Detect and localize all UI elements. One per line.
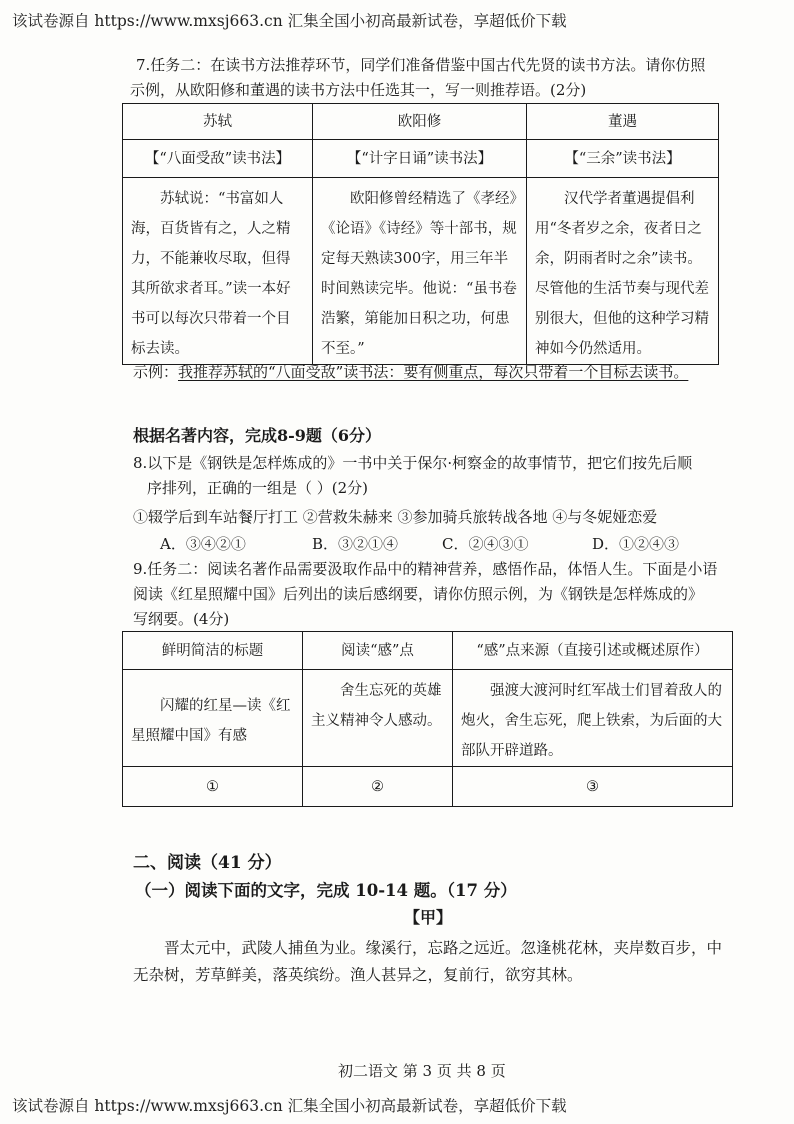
q9-line3: 写纲要。(4分) — [133, 610, 230, 628]
example-text: 我推荐苏轼的“八面受敌”读书法：要有侧重点，每次只带着一个目标去读书。 — [178, 363, 689, 381]
part2-heading: 二、阅读（41 分） — [133, 853, 282, 873]
passage-label-jia: 【甲】 — [404, 908, 453, 927]
reading-outline-table — [122, 631, 733, 807]
passage-line2: 无杂树，芳草鲜美，落英缤纷。渔人甚异之，复前行，欲穷其林。 — [133, 966, 583, 984]
q8-items: ①辍学后到车站餐厅打工 ②营救朱赫来 ③参加骑兵旅转战各地 ④与冬妮娅恋爱 — [133, 508, 658, 526]
q8-option-a: A．③④②① — [160, 535, 246, 553]
q8-line2: 序排列，正确的一组是（ ）(2分) — [147, 479, 369, 497]
q8-line1: 8.以下是《钢铁是怎样炼成的》一书中关于保尔·柯察金的故事情节，把它们按先后顺 — [133, 454, 693, 472]
q7-line1: 7.任务二：在读书方法推荐环节，同学们准备借鉴中国古代先贤的读书方法。请你仿照 — [136, 56, 706, 74]
reading-methods-table — [122, 103, 719, 365]
blank-3: ③ — [453, 767, 733, 807]
source-footer: 该试卷源自 https://www.mxsj663.cn 汇集全国小初高最新试卷，享超低价下载 — [12, 1097, 567, 1115]
desc-ouyang-xiu: 欧阳修曾经精选了《孝经》《论语》《诗经》等十部书，规定每天熟读300字，用三年半时间熟读完毕。他说：“虽书卷浩繁，第能加日积之功，何患不至。” — [313, 178, 527, 365]
name-su-shi: 苏轼 — [123, 104, 313, 140]
q7-example — [133, 360, 688, 384]
example-label: 示例： — [133, 363, 179, 381]
blank-2: ② — [303, 767, 453, 807]
passage-line1: 晋太元中，武陵人捕鱼为业。缘溪行，忘路之远近。忽逢桃花林，夹岸数百步，中 — [164, 939, 723, 957]
example-title: 闪耀的红星—读《红星照耀中国》有感 — [123, 670, 303, 767]
q9-line2: 阅读《红星照耀中国》后列出的读后感纲要，请你仿照示例，为《钢铁是怎样炼成的》 — [133, 585, 704, 603]
source-header: 该试卷源自 https://www.mxsj663.cn 汇集全国小初高最新试卷，享超低价下载 — [12, 12, 567, 30]
header-feeling: 阅读“感”点 — [303, 632, 453, 670]
method-su-shi: 【“八面受敌”读书法】 — [123, 140, 313, 178]
q8-option-d: D．①②④③ — [592, 535, 680, 553]
q8-option-b: B．③②①④ — [312, 535, 399, 553]
part2-subheading: （一）阅读下面的文字，完成 10-14 题。（17 分） — [135, 881, 517, 900]
desc-dong-yu: 汉代学者董遇提倡利用“冬者岁之余，夜者日之余，阴雨者时之余”读书。尽管他的生活节奏与现代差别很大，但他的这种学习精神如今仍然适用。 — [527, 178, 719, 365]
name-ouyang-xiu: 欧阳修 — [313, 104, 527, 140]
name-dong-yu: 董遇 — [527, 104, 719, 140]
header-source: “感”点来源（直接引述或概述原作） — [453, 632, 733, 670]
section-heading: 根据名著内容，完成8-9题（6分） — [133, 426, 382, 445]
method-ouyang-xiu: 【“计字日诵”读书法】 — [313, 140, 527, 178]
q8-option-c: C．②④③① — [442, 535, 529, 553]
desc-su-shi: 苏轼说：“书富如人海，百货皆有之，人之精力，不能兼收尽取，但得其所欲求者耳。”读一本好书可以每次只带着一个目标去读。 — [123, 178, 313, 365]
q9-line1: 9.任务二：阅读名著作品需要汲取作品中的精神营养，感悟作品，体悟人生。下面是小语 — [133, 560, 718, 578]
example-feeling: 舍生忘死的英雄主义精神令人感动。 — [303, 670, 453, 767]
example-source: 强渡大渡河时红军战士们冒着敌人的炮火，舍生忘死，爬上铁索，为后面的大部队开辟道路。 — [453, 670, 733, 767]
q7-line2: 示例，从欧阳修和董遇的读书方法中任选其一，写一则推荐语。(2分) — [130, 81, 587, 99]
blank-1: ① — [123, 767, 303, 807]
page-number: 初二语文 第 3 页 共 8 页 — [338, 1062, 506, 1080]
header-title: 鲜明简洁的标题 — [123, 632, 303, 670]
method-dong-yu: 【“三余”读书法】 — [527, 140, 719, 178]
